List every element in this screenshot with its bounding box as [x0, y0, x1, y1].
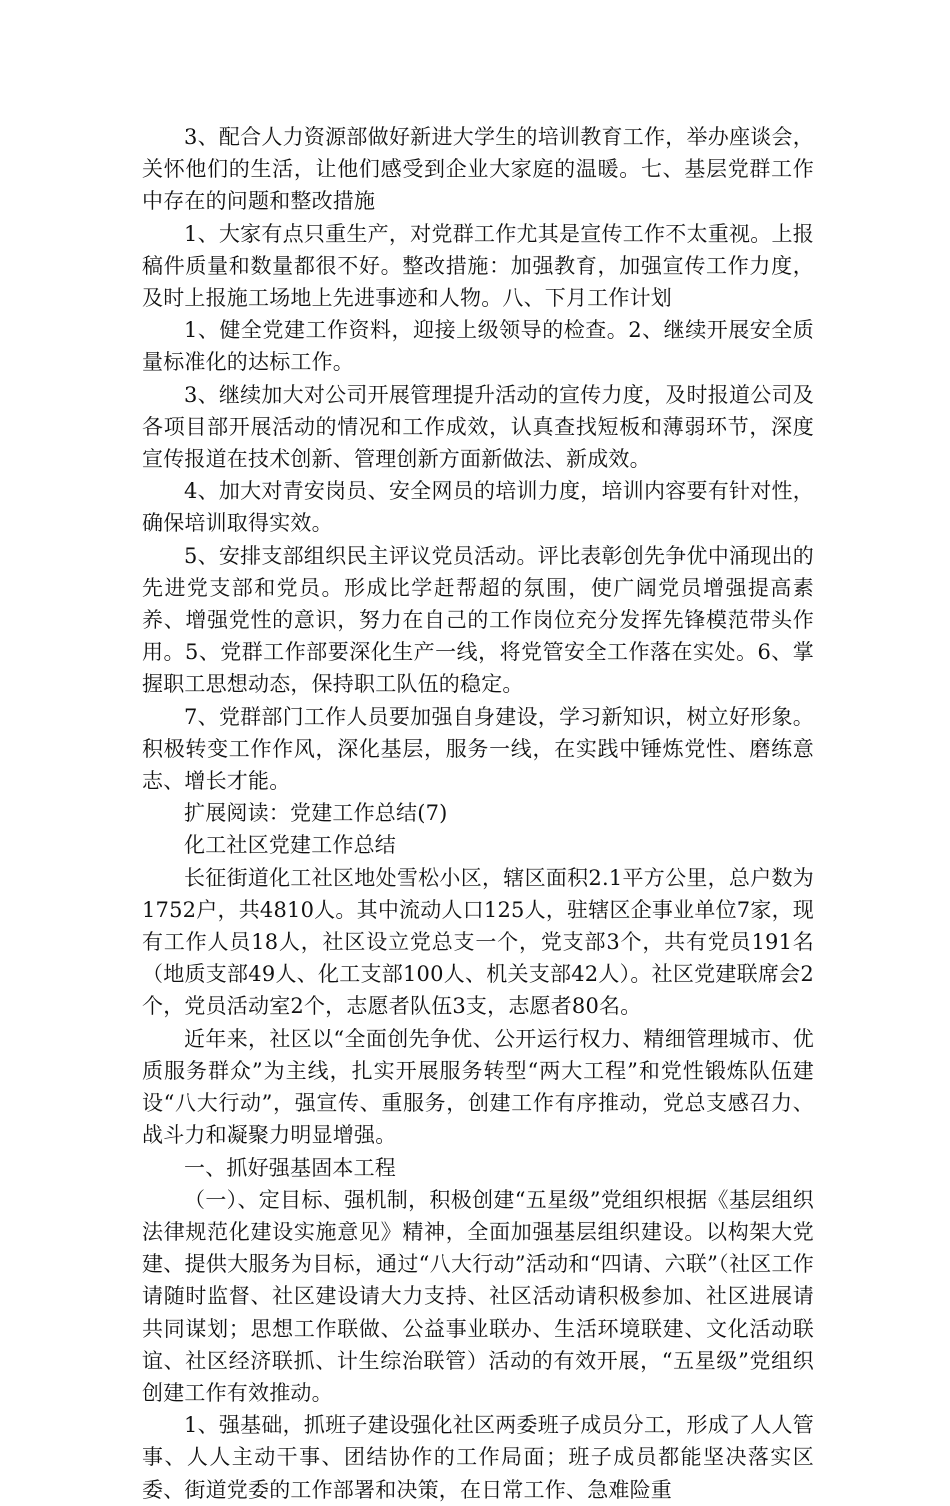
- paragraph-10: （一）、定目标、强机制，积极创建“五星级”党组织根据《基层组织法律规范化建设实施意见》精神，全面加强基层组织建设。以构架大党建、提供大服务为目标，通过“八大行动”活动和“四请、六联”（社区工作请随时监督、社区建设请大力支持、社区活动请积极参加、社区进展请共同谋划；思想工作联做、公益事业联办、生活环境联建、文化活动联谊、社区经济联抓、计生综治联管）活动的有效开展，“五星级”党组织创建工作有效推动。: [142, 1187, 814, 1405]
- document-body: [142, 121, 814, 1506]
- paragraph-6: 5、安排支部组织民主评议党员活动。评比表彰创先争优中涌现出的先进党支部和党员。形成比学赶帮超的氛围，使广阔党员增强提高素养、增强党性的意识，努力在自己的工作岗位充分发挥先锋模范带头作用。5、党群工作部要深化生产一线，将党管安全工作落在实处。6、掌握职工思想动态，保持职工队伍的稳定。: [142, 543, 814, 697]
- paragraph-11: 1、强基础，抓班子建设强化社区两委班子成员分工，形成了人人管事、人人主动干事、团结协作的工作局面；班子成员都能坚决落实区委、街道党委的工作部署和决策，在日常工作、急难险重: [142, 1413, 814, 1502]
- paragraph-5: 4、加大对青安岗员、安全网员的培训力度，培训内容要有针对性，确保培训取得实效。: [142, 479, 814, 536]
- paragraph-3: 1、健全党建工作资料，迎接上级领导的检查。2、继续开展安全质量标准化的达标工作。: [142, 318, 814, 375]
- extended-reading-heading: 扩展阅读：党建工作总结(7): [184, 801, 448, 826]
- paragraph-8: 长征街道化工社区地处雪松小区，辖区面积2.1平方公里，总户数为1752户，共4810人。其中流动人口125人，驻辖区企事业单位7家，现有工作人员18人，社区设立党总支一个，党支部3个，共有党员191名（地质支部49人、化工支部100人、机关支部42人）。社区党建联席会2个，党员活动室2个，志愿者队伍3支，志愿者80名。: [142, 865, 814, 1019]
- paragraph-4: 3、继续加大对公司开展管理提升活动的宣传力度，及时报道公司及各项目部开展活动的情况和工作成效，认真查找短板和薄弱环节，深度宣传报道在技术创新、管理创新方面新做法、新成效。: [142, 382, 814, 472]
- paragraph-9: 近年来，社区以“全面创先争优、公开运行权力、精细管理城市、优质服务群众”为主线，扎实开展服务转型“两大工程”和党性锻炼队伍建设“八大行动”，强宣传、重服务，创建工作有序推动，党总支感召力、战斗力和凝聚力明显增强。: [142, 1026, 814, 1148]
- paragraph-1: 3、配合人力资源部做好新进大学生的培训教育工作，举办座谈会，关怀他们的生活，让他们感受到企业大家庭的温暖。七、基层党群工作中存在的问题和整改措施: [142, 125, 814, 214]
- paragraph-2: 1、大家有点只重生产，对党群工作尤其是宣传工作不太重视。上报稿件质量和数量都很不好。整改措施：加强教育，加强宣传工作力度，及时上报施工场地上先进事迹和人物。八、下月工作计划: [142, 221, 814, 311]
- section-title: 化工社区党建工作总结: [184, 833, 396, 858]
- subsection-heading: 一、抓好强基固本工程: [184, 1155, 396, 1180]
- paragraph-7: 7、党群部门工作人员要加强自身建设，学习新知识，树立好形象。积极转变工作作风，深化基层，服务一线，在实践中锤炼党性、磨练意志、增长才能。: [142, 704, 814, 794]
